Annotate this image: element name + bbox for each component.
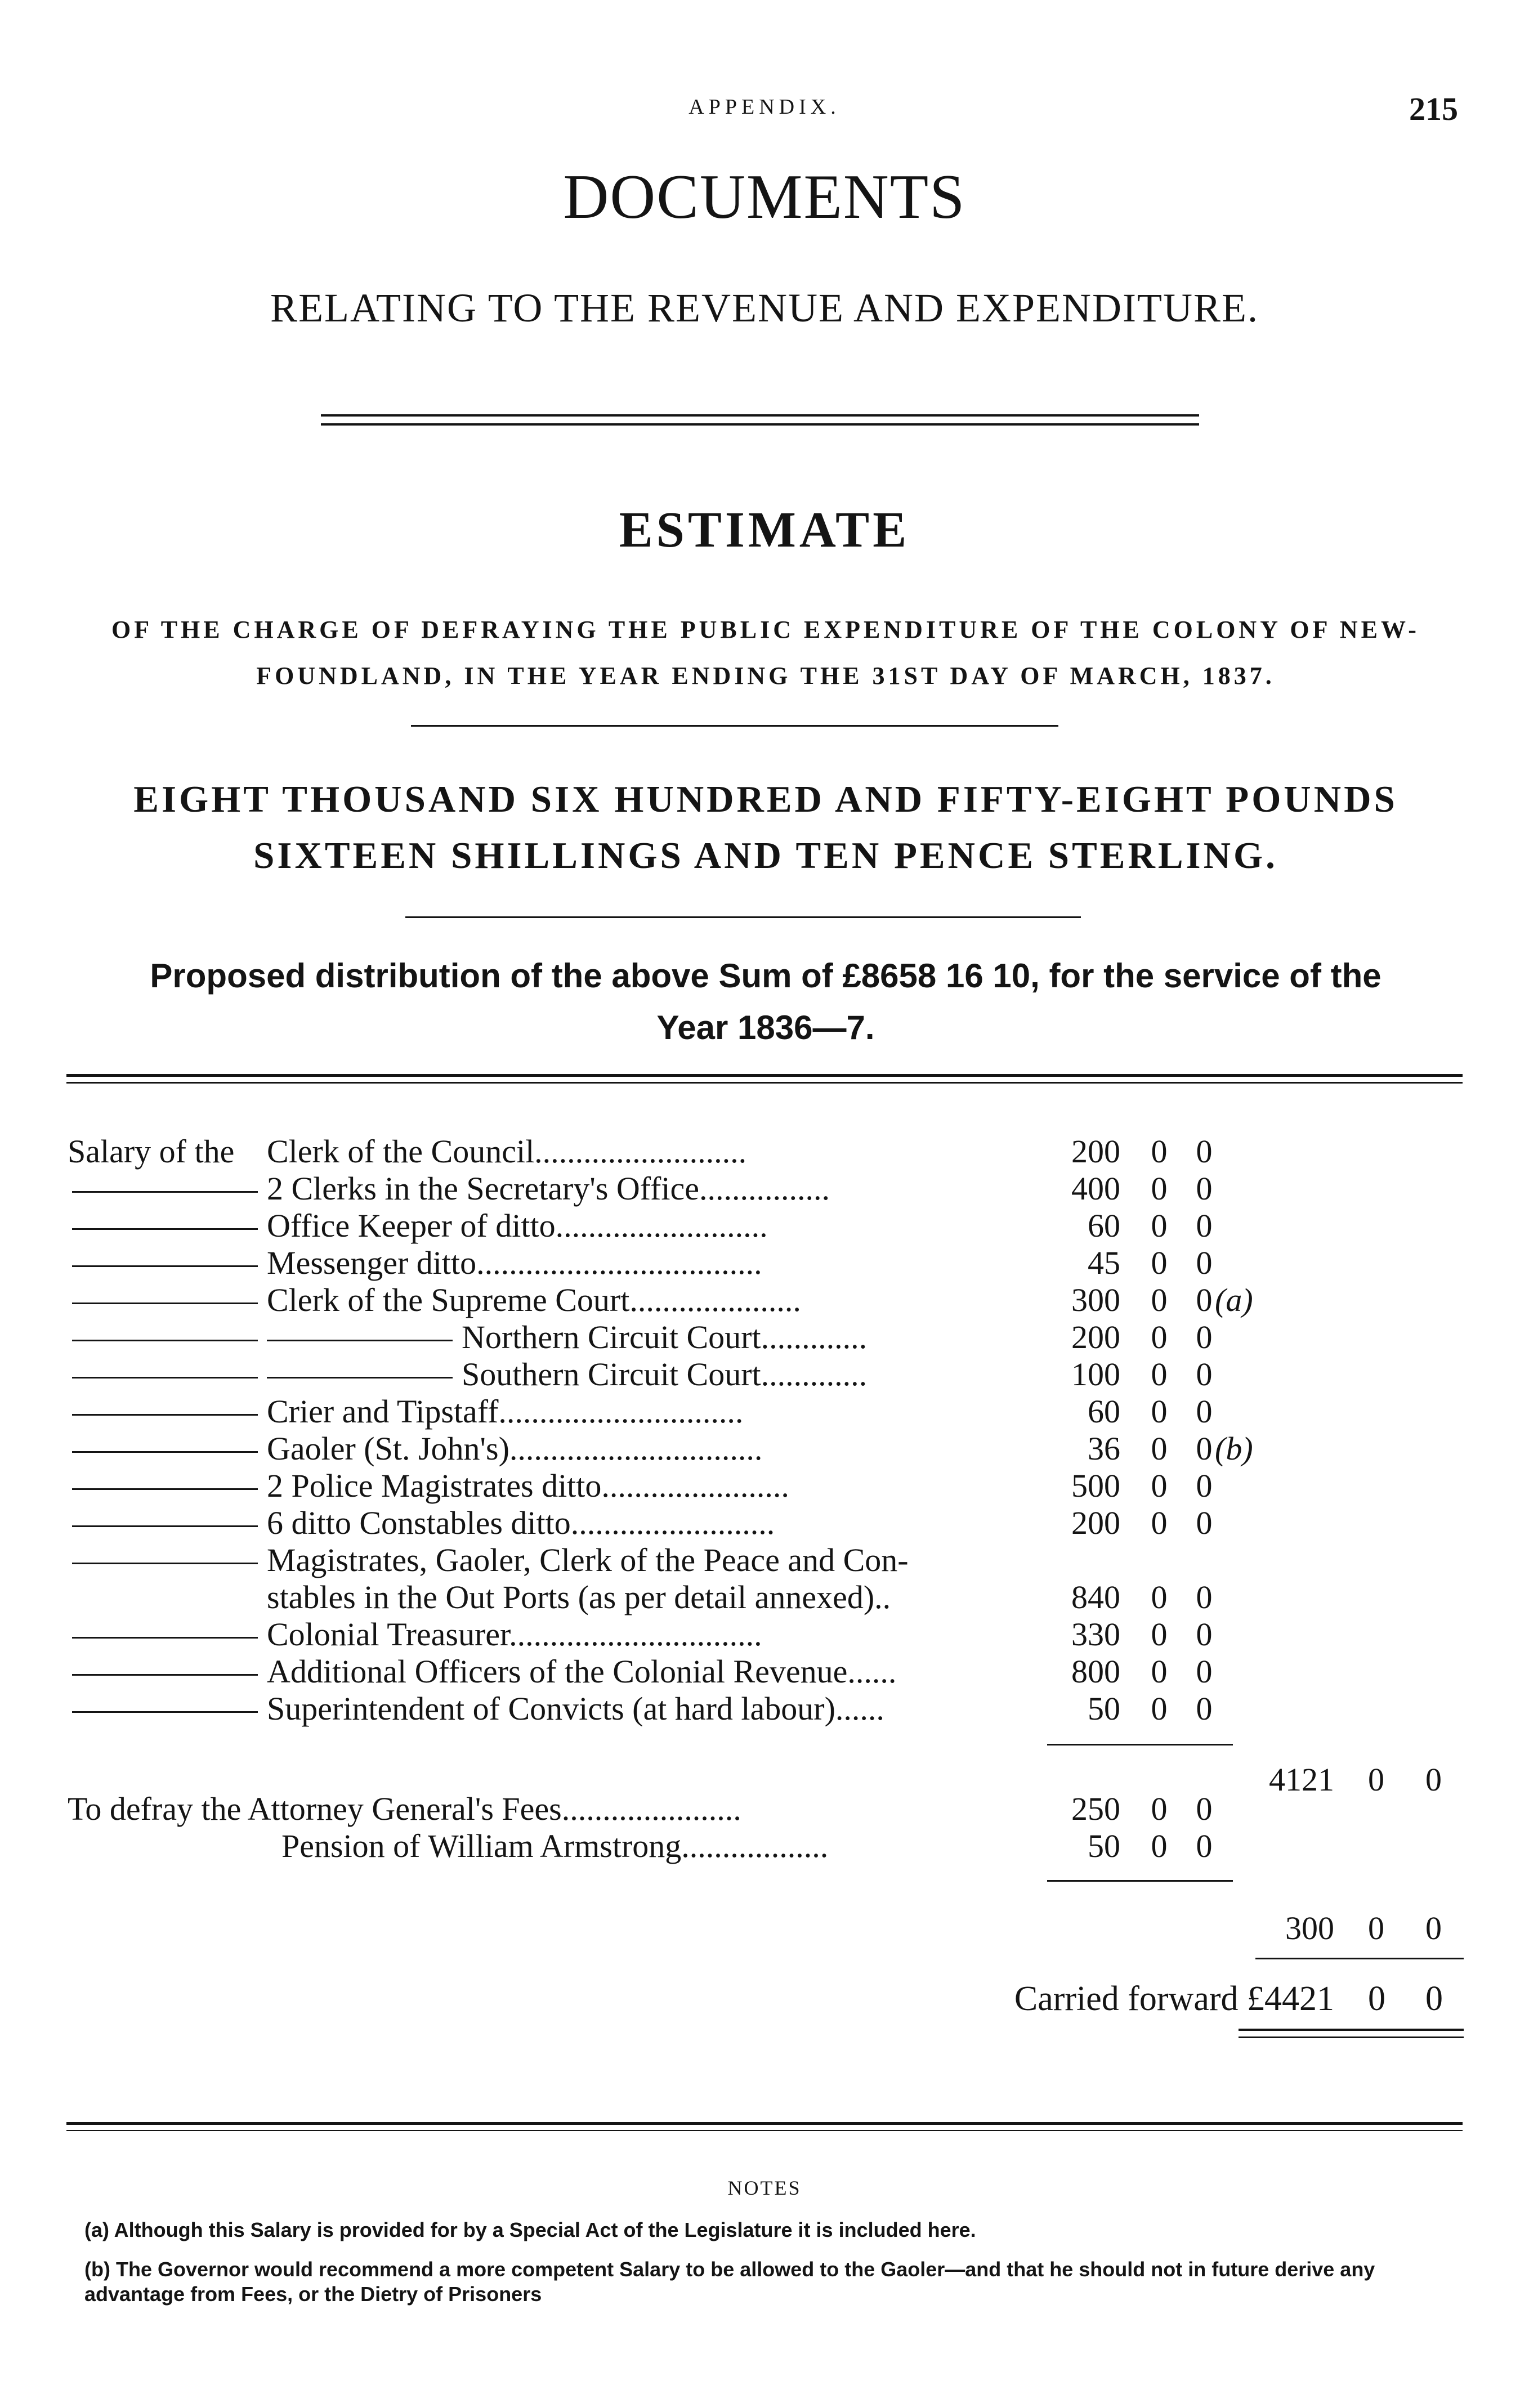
salary-shillings: 0 bbox=[1151, 1393, 1168, 1430]
salary-pounds: 100 bbox=[1071, 1356, 1120, 1393]
estimate-description-line2: FOUNDLAND, IN THE YEAR ENDING THE 31ST DAY OF MARCH, 1837. bbox=[256, 662, 1275, 690]
salary-item-description: Clerk of the Supreme Court..................... bbox=[267, 1282, 801, 1318]
salary-row bbox=[0, 1653, 1529, 1690]
ditto-dash bbox=[72, 1191, 258, 1193]
salary-row bbox=[0, 1207, 1529, 1244]
notes-rule-second bbox=[66, 2130, 1463, 2131]
salary-pounds: 60 bbox=[1088, 1393, 1120, 1430]
salary-shillings: 0 bbox=[1151, 1616, 1168, 1653]
salary-row bbox=[0, 1541, 1529, 1578]
salary-item-description: Additional Officers of the Colonial Revenue...... bbox=[267, 1653, 897, 1690]
salary-shillings: 0 bbox=[1151, 1653, 1168, 1690]
estimate-description-line1: OF THE CHARGE OF DEFRAYING THE PUBLIC EXPENDITURE OF THE COLONY OF NEW- bbox=[111, 616, 1420, 643]
salary-pence: 0 bbox=[1196, 1170, 1213, 1207]
page-number: 215 bbox=[1409, 91, 1458, 127]
salary-pence: 0 bbox=[1196, 1245, 1213, 1281]
salary-pence: 0 bbox=[1196, 1579, 1213, 1615]
other-total-pence: 0 bbox=[1425, 1910, 1442, 1946]
other-charge-row bbox=[0, 1827, 1529, 1864]
documents-title: DOCUMENTS bbox=[563, 162, 966, 232]
other-pence: 0 bbox=[1196, 1791, 1213, 1827]
salary-shillings: 0 bbox=[1151, 1170, 1168, 1207]
carried-forward-shillings: 0 bbox=[1368, 1980, 1385, 2018]
salary-lead-label: Salary of the bbox=[68, 1133, 235, 1170]
salary-row bbox=[0, 1615, 1529, 1653]
salary-row bbox=[0, 1430, 1529, 1467]
ditto-dash bbox=[72, 1265, 258, 1267]
salary-pence: 0 bbox=[1196, 1133, 1213, 1170]
salary-footnote-marker: (b) bbox=[1215, 1430, 1253, 1467]
other-total: 300 bbox=[1285, 1910, 1334, 1946]
other-shillings: 0 bbox=[1151, 1828, 1168, 1864]
ditto-dash bbox=[72, 1488, 258, 1490]
ditto-dash-secondary bbox=[267, 1340, 453, 1341]
salary-pounds: 50 bbox=[1088, 1690, 1120, 1727]
salary-row bbox=[0, 1355, 1529, 1393]
notes-rule bbox=[66, 2122, 1463, 2125]
salary-row bbox=[0, 1244, 1529, 1281]
salary-item-description: Messenger ditto................................... bbox=[267, 1245, 762, 1281]
salary-pounds: 200 bbox=[1071, 1319, 1120, 1355]
salary-pounds: 840 bbox=[1071, 1579, 1120, 1615]
ditto-dash bbox=[72, 1525, 258, 1527]
ditto-dash bbox=[72, 1563, 258, 1564]
salary-pence: 0 bbox=[1196, 1393, 1213, 1430]
salary-shillings: 0 bbox=[1151, 1133, 1168, 1170]
salary-item-description: Office Keeper of ditto.......................... bbox=[267, 1207, 768, 1244]
salary-footnote-marker: (a) bbox=[1215, 1282, 1253, 1318]
salary-item-description: Colonial Treasurer............................... bbox=[267, 1616, 762, 1653]
other-shillings: 0 bbox=[1151, 1791, 1168, 1827]
salary-pence: 0 bbox=[1196, 1207, 1213, 1244]
other-charge-description: Pension of William Armstrong.................. bbox=[281, 1828, 829, 1864]
salary-shillings: 0 bbox=[1151, 1690, 1168, 1727]
amount-line1: EIGHT THOUSAND SIX HUNDRED AND FIFTY-EIGHT POUNDS bbox=[133, 778, 1398, 820]
salary-total: 4121 bbox=[1269, 1761, 1334, 1798]
salary-item-description: 6 ditto Constables ditto......................... bbox=[267, 1505, 775, 1541]
salary-pounds: 400 bbox=[1071, 1170, 1120, 1207]
proposed-line1: Proposed distribution of the above Sum of £8658 16 10, for the service of the bbox=[150, 957, 1382, 995]
ditto-dash bbox=[72, 1228, 258, 1230]
salary-shillings: 0 bbox=[1151, 1505, 1168, 1541]
documents-subtitle: RELATING TO THE REVENUE AND EXPENDITURE. bbox=[270, 285, 1259, 330]
salary-shillings: 0 bbox=[1151, 1467, 1168, 1504]
salary-pounds: 200 bbox=[1071, 1133, 1120, 1170]
salary-row bbox=[0, 1467, 1529, 1504]
salary-row bbox=[0, 1170, 1529, 1207]
ditto-dash-secondary bbox=[267, 1377, 453, 1378]
salary-row bbox=[0, 1133, 1529, 1170]
salary-row bbox=[0, 1318, 1529, 1355]
salary-pounds: 300 bbox=[1071, 1282, 1120, 1318]
ditto-dash bbox=[72, 1674, 258, 1676]
salary-shillings: 0 bbox=[1151, 1319, 1168, 1355]
salary-pounds: 330 bbox=[1071, 1616, 1120, 1653]
salary-item-description: stables in the Out Ports (as per detail annexed).. bbox=[267, 1579, 891, 1615]
salary-row bbox=[0, 1281, 1529, 1318]
amount-in-words bbox=[68, 771, 1464, 884]
rule-after-amount bbox=[405, 916, 1081, 918]
table-top-rule bbox=[66, 1074, 1463, 1077]
double-rule-top bbox=[321, 414, 1199, 417]
salary-pounds: 200 bbox=[1071, 1505, 1120, 1541]
salary-item-description: Northern Circuit Court............. bbox=[462, 1319, 868, 1355]
salary-item-description: Gaoler (St. John's)............................... bbox=[267, 1430, 763, 1467]
footnote-b bbox=[84, 2257, 1458, 2307]
ditto-dash bbox=[72, 1303, 258, 1304]
other-charge-description: To defray the Attorney General's Fees...................... bbox=[68, 1791, 741, 1827]
salary-subtotal-rule bbox=[1047, 1744, 1233, 1745]
salary-pounds: 36 bbox=[1088, 1430, 1120, 1467]
salary-item-description: Southern Circuit Court............. bbox=[462, 1356, 868, 1393]
salary-item-description: Crier and Tipstaff.............................. bbox=[267, 1393, 744, 1430]
salary-pence: 0 bbox=[1196, 1282, 1213, 1318]
salary-pence: 0 bbox=[1196, 1319, 1213, 1355]
salary-item-description: Superintendent of Convicts (at hard labour)...... bbox=[267, 1690, 884, 1727]
salary-pounds: 500 bbox=[1071, 1467, 1120, 1504]
double-rule-top-second bbox=[321, 423, 1199, 426]
ditto-dash bbox=[72, 1451, 258, 1453]
carried-forward-pence: 0 bbox=[1425, 1980, 1443, 2018]
footnote-b-line2: advantage from Fees, or the Dietry of Prisoners bbox=[84, 2282, 542, 2306]
salary-shillings: 0 bbox=[1151, 1245, 1168, 1281]
table-top-rule-second bbox=[66, 1082, 1463, 1084]
salary-total-shillings: 0 bbox=[1368, 1761, 1384, 1798]
ditto-dash bbox=[72, 1637, 258, 1639]
other-total-shillings: 0 bbox=[1368, 1910, 1384, 1946]
estimate-description bbox=[73, 607, 1458, 699]
salary-pence: 0 bbox=[1196, 1616, 1213, 1653]
salary-shillings: 0 bbox=[1151, 1579, 1168, 1615]
other-subtotal-rule bbox=[1047, 1880, 1233, 1882]
salary-pence: 0 bbox=[1196, 1356, 1213, 1393]
salary-pence: 0 bbox=[1196, 1467, 1213, 1504]
estimate-title: ESTIMATE bbox=[619, 502, 910, 558]
proposed-line2: Year 1836—7. bbox=[656, 1009, 875, 1046]
salary-item-description: 2 Police Magistrates ditto....................... bbox=[267, 1467, 789, 1504]
salary-pounds: 45 bbox=[1088, 1245, 1120, 1281]
footnote-b-line1: (b) The Governor would recommend a more competent Salary to be allowed to the Gaoler—and that he should not in future derive any bbox=[84, 2258, 1375, 2281]
salary-pence: 0 bbox=[1196, 1690, 1213, 1727]
salary-item-description: Clerk of the Council.......................... bbox=[267, 1133, 747, 1170]
other-pence: 0 bbox=[1196, 1828, 1213, 1864]
notes-title: NOTES bbox=[727, 2177, 802, 2199]
salary-shillings: 0 bbox=[1151, 1207, 1168, 1244]
footnote-a: (a) Although this Salary is provided for by a Special Act of the Legislature it is included here. bbox=[84, 2218, 976, 2241]
salary-row bbox=[0, 1690, 1529, 1727]
salary-shillings: 0 bbox=[1151, 1282, 1168, 1318]
proposed-distribution bbox=[62, 950, 1469, 1054]
ditto-dash bbox=[72, 1414, 258, 1416]
salary-shillings: 0 bbox=[1151, 1356, 1168, 1393]
rule-after-description bbox=[411, 725, 1058, 727]
other-pounds: 50 bbox=[1088, 1828, 1120, 1864]
salary-row bbox=[0, 1578, 1529, 1615]
salary-pence: 0 bbox=[1196, 1505, 1213, 1541]
amount-line2: SIXTEEN SHILLINGS AND TEN PENCE STERLING. bbox=[253, 835, 1278, 876]
carried-forward-label: Carried forward £4421 bbox=[1014, 1980, 1334, 2018]
salary-pounds: 800 bbox=[1071, 1653, 1120, 1690]
salary-row bbox=[0, 1504, 1529, 1541]
salary-pence: 0 bbox=[1196, 1430, 1213, 1467]
carried-rule-bottom-second bbox=[1239, 2036, 1464, 2038]
other-pounds: 250 bbox=[1071, 1791, 1120, 1827]
salary-item-description: 2 Clerks in the Secretary's Office................ bbox=[267, 1170, 830, 1207]
ditto-dash bbox=[72, 1340, 258, 1341]
salary-pence: 0 bbox=[1196, 1653, 1213, 1690]
running-head: APPENDIX. bbox=[689, 95, 840, 119]
salary-row bbox=[0, 1393, 1529, 1430]
carried-rule-top bbox=[1255, 1958, 1464, 1959]
salary-pounds: 60 bbox=[1088, 1207, 1120, 1244]
salary-item-description: Magistrates, Gaoler, Clerk of the Peace and Con- bbox=[267, 1542, 909, 1578]
salary-total-pence: 0 bbox=[1425, 1761, 1442, 1798]
ditto-dash bbox=[72, 1711, 258, 1713]
carried-rule-bottom bbox=[1239, 2029, 1464, 2031]
other-charge-row bbox=[0, 1790, 1529, 1827]
salary-shillings: 0 bbox=[1151, 1430, 1168, 1467]
ditto-dash bbox=[72, 1377, 258, 1378]
